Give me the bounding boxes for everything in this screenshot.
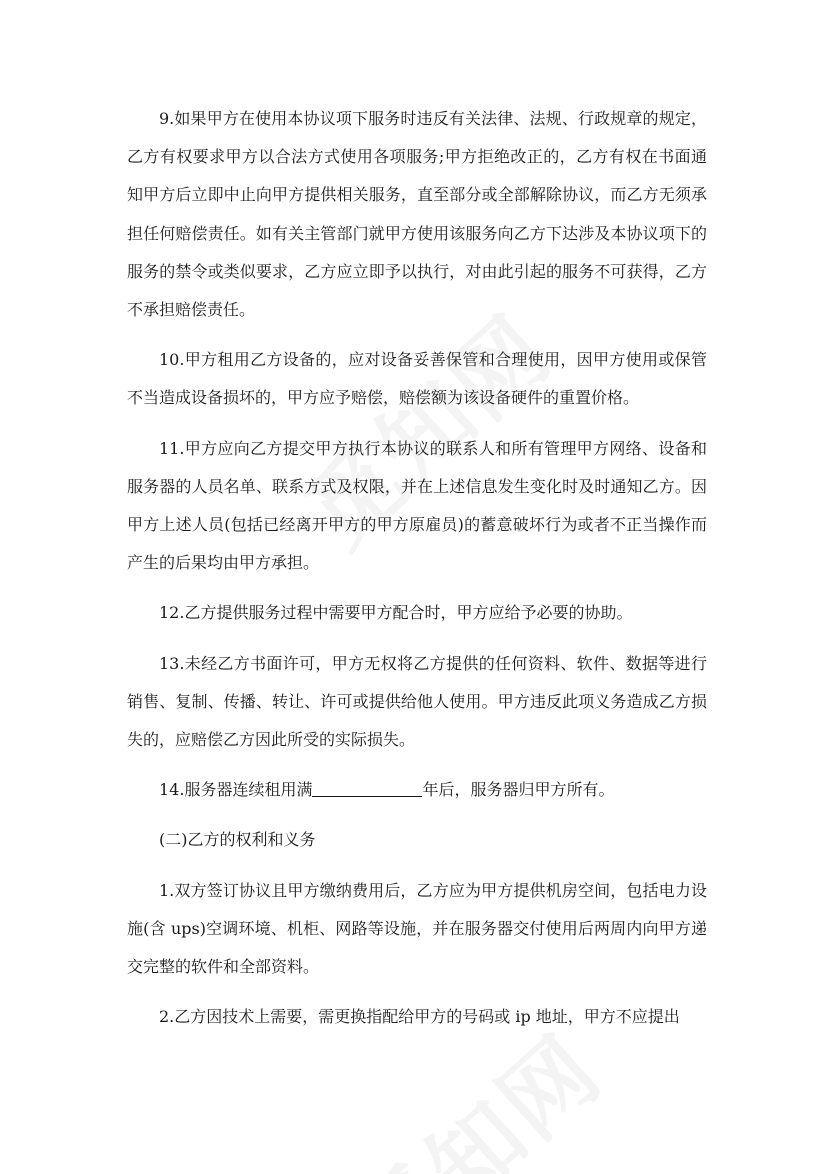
party-b-clause-1: 1.双方签订协议且甲方缴纳费用后，乙方应为甲方提供机房空间，包括电力设施(含 ups)空调环境、机柜、网路等设施，并在服务器交付使用后两周内向甲方递交完整的软件和全部资料。 <box>127 880 707 977</box>
clause-14-text-start: 14.服务器连续租用满 <box>159 780 313 800</box>
clause-14-text-end: 年后，服务器归甲方所有。 <box>422 780 615 800</box>
section-heading: (二)乙方的权利和义务 <box>159 830 316 850</box>
clause-14 <box>127 771 707 809</box>
clause-9: 9.如果甲方在使用本协议项下服务时违反有关法律、法规、行政规章的规定，乙方有权要求甲方以合法方式使用各项服务;甲方拒绝改正的，乙方有权在书面通知甲方后立即中止向甲方提供相关服务，直至部分或全部解除协议，而乙方无须承担任何赔偿责任。如有关主管部门就甲方使用该服务向乙方下达涉及本协议项下的服务的禁令或类似要求，乙方应立即予以执行，对由此引起的服务不可获得，乙方不承担赔偿责任。 <box>127 109 707 320</box>
fill-in-blank[interactable] <box>312 780 422 797</box>
clause-10: 10.甲方租用乙方设备的，应对设备妥善保管和合理使用，因甲方使用或保管不当造成设备损坏的，甲方应予赔偿，赔偿额为该设备硬件的重置价格。 <box>127 350 707 408</box>
clause-11: 11.甲方应向乙方提交甲方执行本协议的联系人和所有管理甲方网络、设备和服务器的人员名单、联系方式及权限，并在上述信息发生变化时及时通知乙方。因甲方上述人员(包括已经离开甲方的甲方原雇员)的蓄意破坏行为或者不正当操作而产生的后果均由甲方承担。 <box>127 438 707 573</box>
clause-13: 13.未经乙方书面许可，甲方无权将乙方提供的任何资料、软件、数据等进行销售、复制、传播、转让、许可或提供给他人使用。甲方违反此项义务造成乙方损失的，应赔偿乙方因此所受的实际损失。 <box>127 653 707 750</box>
document-body <box>127 100 707 1048</box>
party-b-clause-2: 2.乙方因技术上需要，需更换指配给甲方的号码或 ip 地址，甲方不应提出 <box>159 1007 680 1027</box>
clause-12: 12.乙方提供服务过程中需要甲方配合时，甲方应给予必要的协助。 <box>159 603 633 623</box>
